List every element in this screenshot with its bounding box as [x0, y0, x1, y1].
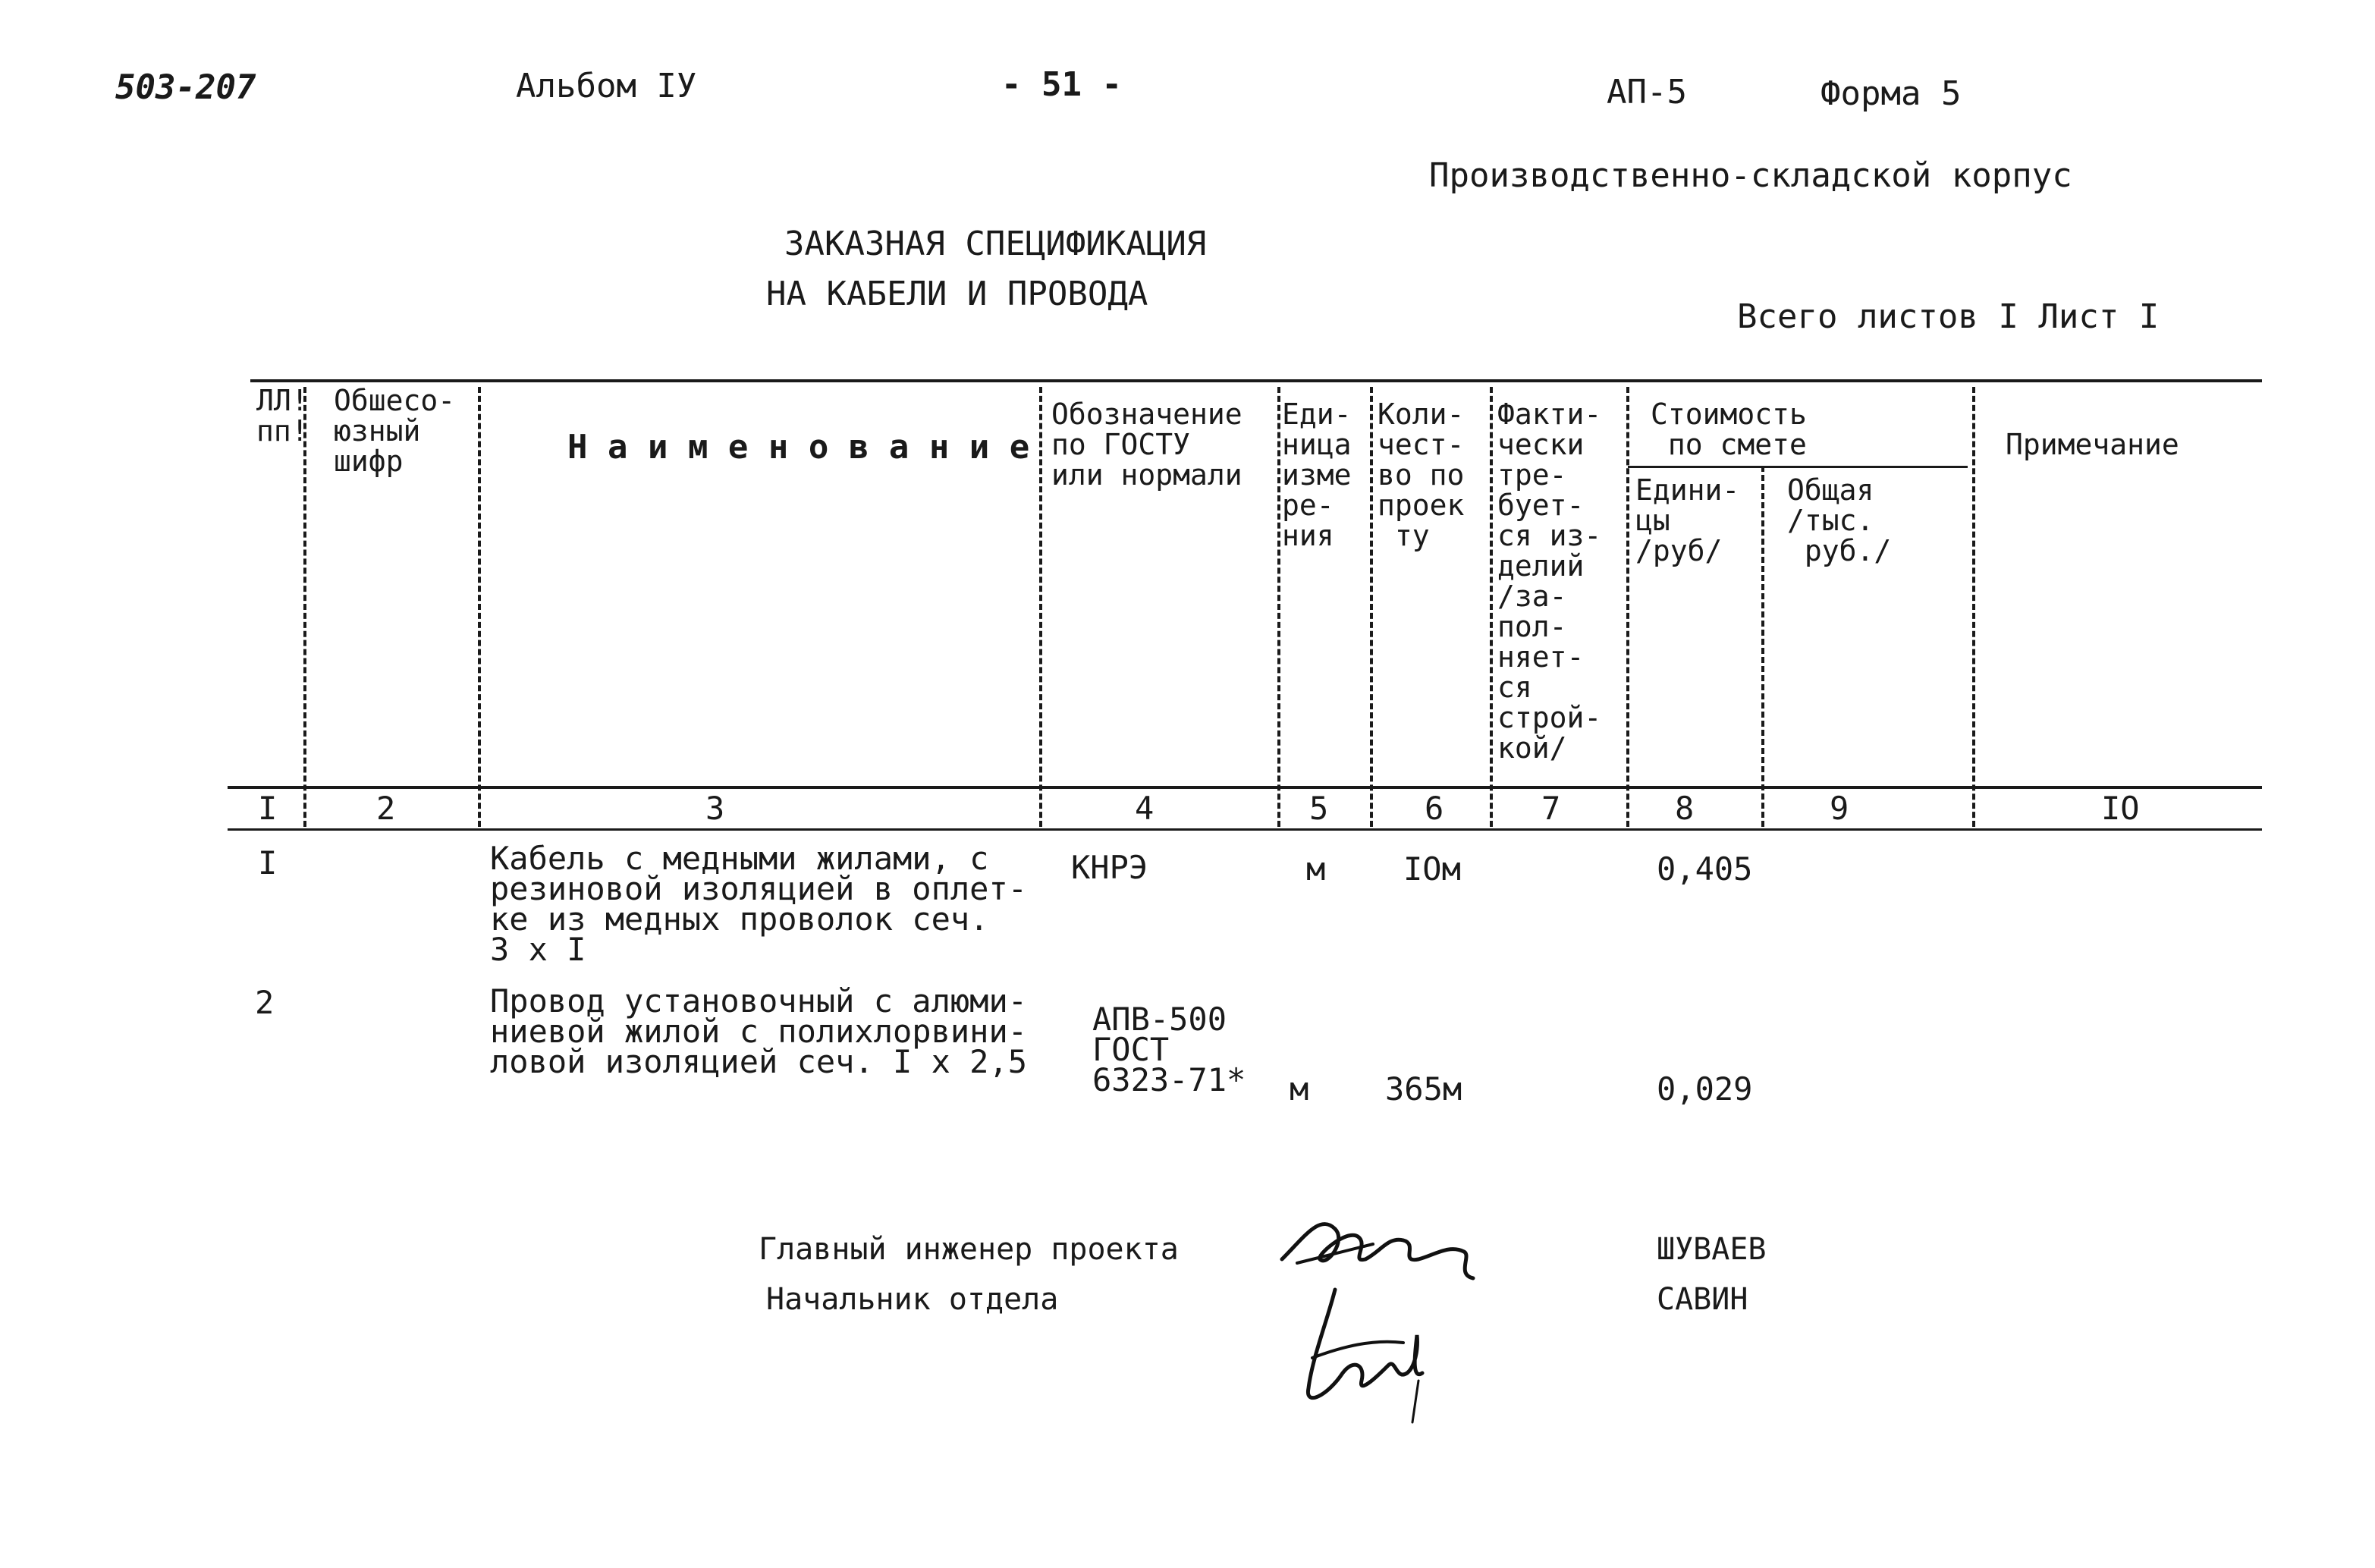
table-row-2-qty: 365м — [1385, 1070, 1462, 1108]
col-divider — [1277, 387, 1280, 827]
page-number: - 51 - — [1001, 65, 1122, 104]
table-row-1-unit-cost: 0,405 — [1657, 850, 1753, 888]
col-header-8: Едини- цы /руб/ — [1635, 473, 1740, 567]
col-divider — [478, 387, 481, 827]
cost-group-rule — [1628, 466, 1968, 468]
sheet-count: Всего листов I Лист I — [1737, 297, 2160, 336]
signature-role-department-head: Начальник отдела — [766, 1282, 1059, 1317]
col-divider — [1039, 387, 1042, 827]
album-label: Альбом IУ — [516, 67, 697, 105]
table-row-2-number: 2 — [255, 984, 275, 1021]
table-row-1-designation: КНРЭ — [1071, 849, 1148, 886]
col-header-1: ЛЛ! пп! — [256, 384, 309, 448]
col-number-6: 6 — [1425, 790, 1444, 827]
col-header-7: Факти- чески тре- бует- ся из- делий /за- пол- няет- ся строй- кой/ — [1497, 397, 1602, 765]
col-number-7: 7 — [1541, 790, 1561, 827]
table-row-1-number: I — [258, 844, 278, 881]
col-header-6: Коли- чест- во по проек ту — [1378, 397, 1465, 552]
cost-group-header: Стоимость по смете — [1651, 397, 1807, 461]
handwritten-signature-2 — [1282, 1274, 1464, 1426]
table-row-1-qty: IOм — [1403, 850, 1461, 888]
col-number-10: IO — [2101, 790, 2140, 827]
col-header-4: Обозначение по ГОСТУ или нормали — [1051, 397, 1242, 492]
col-number-2: 2 — [376, 790, 396, 827]
col-divider — [1626, 387, 1629, 827]
header-bottom-rule — [228, 786, 2262, 789]
col-header-5: Еди- ница изме ре- ния — [1282, 397, 1352, 552]
table-row-2-name: Провод установочный с алюми- ниевой жилой с полихлорвини- ловой изоляцией сеч. I х 2,5 — [490, 982, 1028, 1080]
col-header-3: Н а и м е н о в а н и е — [567, 428, 1030, 467]
col-header-9: Общая /тыс. руб./ — [1787, 473, 1892, 567]
signature-name-department-head: САВИН — [1657, 1282, 1748, 1317]
col-number-3: 3 — [705, 790, 725, 827]
sheet-code: АП-5 — [1607, 73, 1687, 112]
column-numbers-rule — [228, 828, 2262, 831]
document-code: 503-207 — [115, 68, 256, 107]
document-title-line2: НА КАБЕЛИ И ПРОВОДА — [766, 275, 1148, 313]
table-row-2-designation: АПВ-500 ГОСТ 6323-71* — [1092, 1001, 1246, 1098]
col-number-8: 8 — [1675, 790, 1695, 827]
col-divider — [1761, 466, 1764, 827]
signature-role-chief-engineer: Главный инженер проекта — [759, 1232, 1179, 1267]
col-header-2: Обшесо- юзный шифр — [334, 384, 456, 478]
table-top-rule — [250, 379, 2262, 382]
document-title-line1: ЗАКАЗНАЯ СПЕЦИФИКАЦИЯ — [784, 225, 1207, 263]
table-row-2-unit: м — [1290, 1070, 1309, 1108]
table-row-2-unit-cost: 0,029 — [1657, 1070, 1753, 1108]
signature-name-chief-engineer: ШУВАЕВ — [1657, 1232, 1767, 1267]
table-row-1-name: Кабель с медными жилами, с резиновой изоляцией в оплет- ке из медных проволок сеч. 3 х I — [490, 840, 1028, 968]
col-divider — [1972, 387, 1975, 827]
col-divider — [303, 387, 306, 827]
col-header-10: Примечание — [2006, 428, 2179, 461]
col-divider — [1370, 387, 1373, 827]
col-number-1: I — [258, 790, 278, 827]
building-name: Производственно-складской корпус — [1429, 156, 2072, 195]
form-label: Форма 5 — [1821, 74, 1962, 113]
col-number-4: 4 — [1135, 790, 1155, 827]
col-number-9: 9 — [1830, 790, 1849, 827]
table-row-1-unit: м — [1306, 850, 1326, 888]
col-divider — [1490, 387, 1493, 827]
col-number-5: 5 — [1309, 790, 1329, 827]
